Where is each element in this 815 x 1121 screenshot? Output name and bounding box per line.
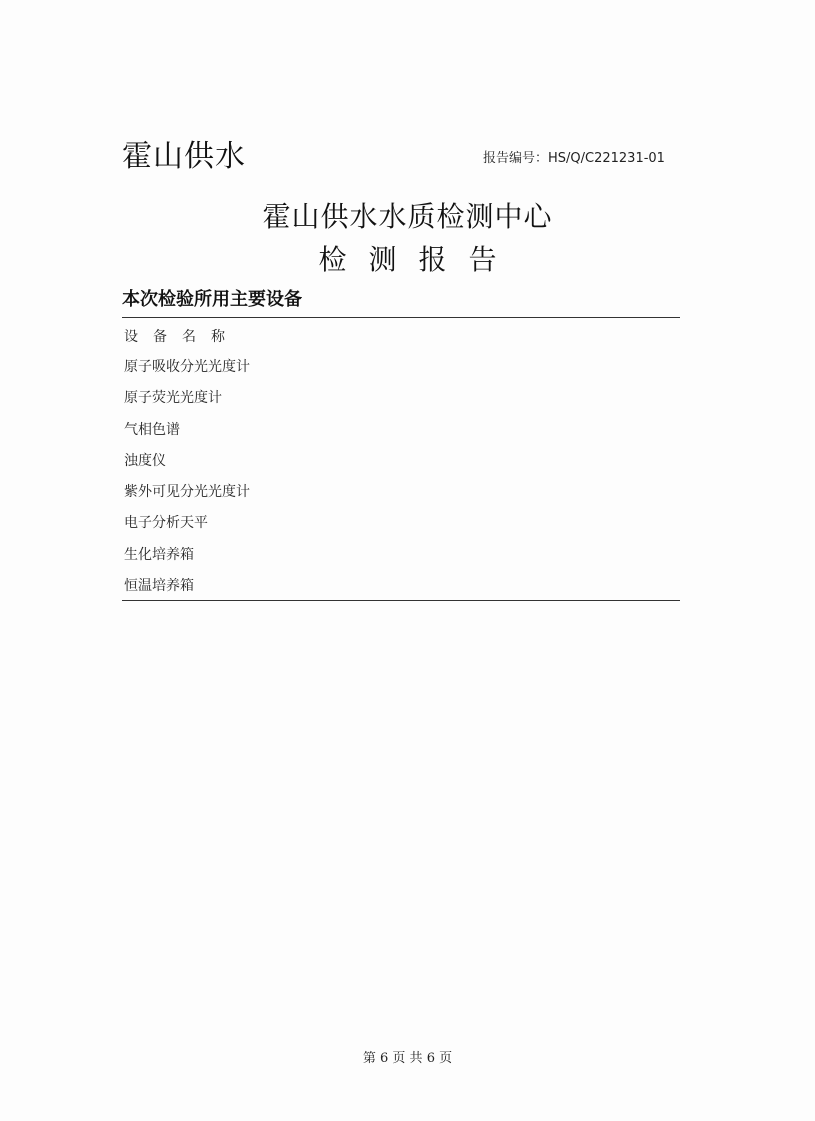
bottom-divider (122, 600, 680, 601)
document-type-title: 检测报告 (318, 243, 519, 276)
footer-suffix: 页 (439, 1051, 453, 1066)
top-divider (122, 317, 680, 318)
footer-middle: 页 共 (392, 1051, 423, 1066)
equipment-list (124, 357, 250, 607)
equipment-item: 气相色谱 (124, 421, 180, 438)
report-number: 报告编号：HS/Q/C221231-01 (483, 151, 665, 166)
equipment-item: 生化培养箱 (124, 546, 194, 563)
section-title: 本次检验所用主要设备 (122, 289, 302, 310)
org-name: 霍山供水 (122, 139, 246, 174)
equipment-item: 电子分析天平 (124, 515, 208, 532)
equipment-item: 恒温培养箱 (124, 578, 194, 595)
equipment-item: 原子吸收分光光度计 (124, 359, 250, 375)
equipment-item: 原子荧光光度计 (124, 390, 222, 407)
footer-prefix: 第 (362, 1051, 376, 1066)
page-number-footer (0, 1047, 815, 1066)
equipment-item: 紫外可见分光光度计 (124, 484, 250, 501)
footer-total-pages: 6 (426, 1051, 435, 1066)
footer-current-page: 6 (380, 1051, 389, 1066)
equipment-column-header: 设备名称 (124, 329, 240, 345)
center-name-title: 霍山供水水质检测中心 (262, 200, 553, 233)
equipment-item: 浊度仪 (124, 452, 166, 469)
